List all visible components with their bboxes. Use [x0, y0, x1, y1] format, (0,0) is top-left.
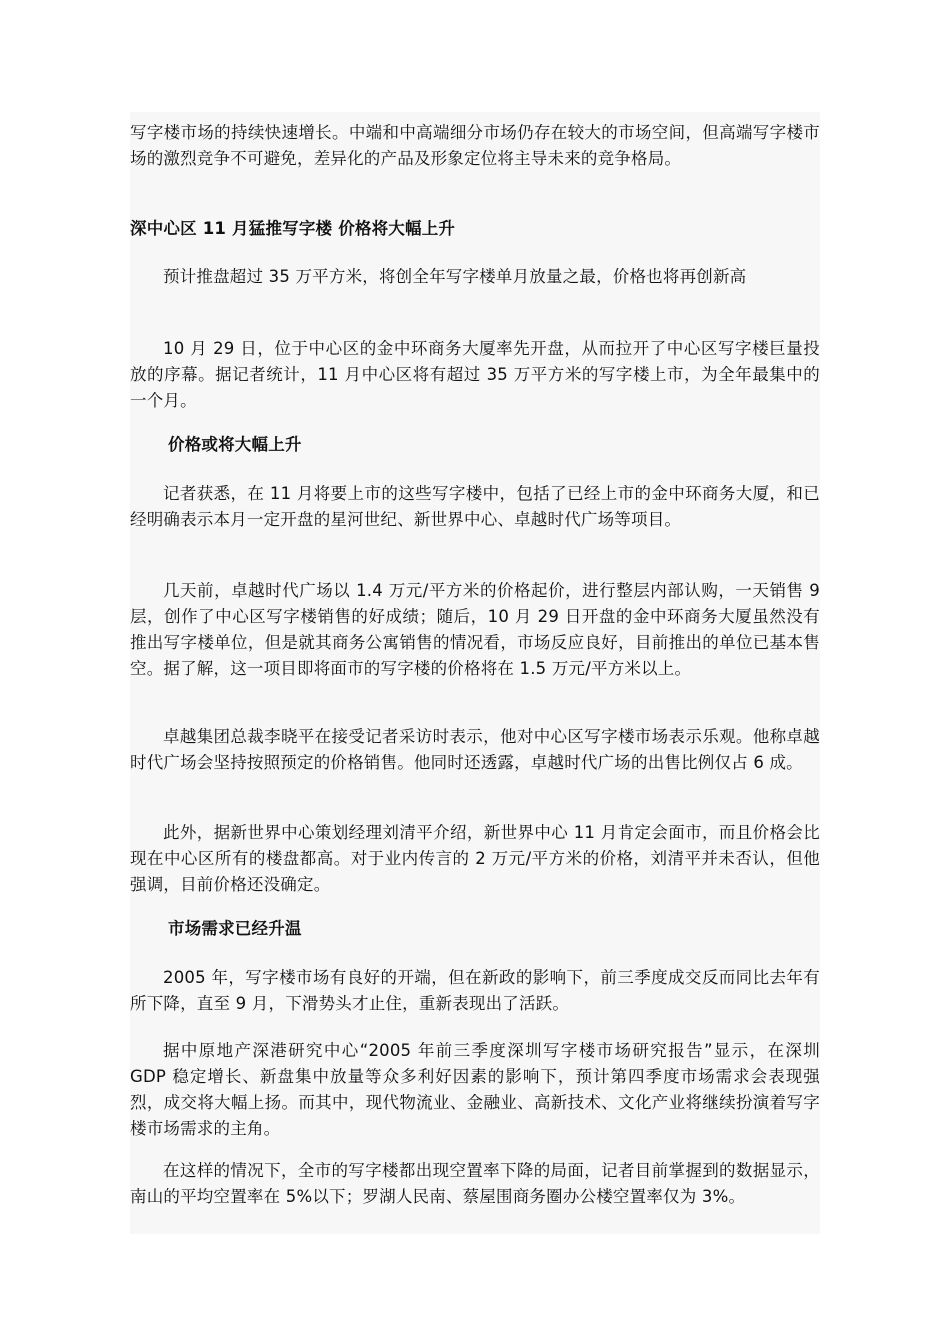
paragraph-opening: 10 月 29 日，位于中心区的金中环商务大厦率先开盘，从而拉开了中心区写字楼巨量投放的序幕。据记者统计，11 月中心区将有超过 35 万平方米的写字楼上市，为全年最集中的一个月。 [130, 339, 820, 410]
document-page [130, 112, 820, 1234]
paragraph-projects: 记者获悉，在 11 月将要上市的这些写字楼中，包括了已经上市的金中环商务大厦，和已经明确表示本月一定开盘的星河世纪、新世界中心、卓越时代广场等项目。 [130, 484, 820, 529]
paragraph-vacancy: 在这样的情况下，全市的写字楼都出现空置率下降的局面，记者目前掌握到的数据显示，南山的平均空置率在 5%以下；罗湖人民南、蔡屋围商务圈办公楼空置率仅为 3%。 [130, 1161, 820, 1206]
section-heading-price: 价格或将大幅上升 [168, 435, 302, 454]
paragraph-new-world: 此外，据新世界中心策划经理刘清平介绍，新世界中心 11 月肯定会面市，而且价格会比现在中心区所有的楼盘都高。对于业内传言的 2 万元/平方米的价格，刘清平并未否认，但他强调，目前价格还没确定。 [130, 823, 820, 894]
paragraph-research-report: 据中原地产深港研究中心“2005 年前三季度深圳写字楼市场研究报告”显示，在深圳 GDP 稳定增长、新盘集中放量等众多利好因素的影响下，预计第四季度市场需求会表现强烈，成交将大幅上扬。而其中，现代物流业、金融业、高新技术、文化产业将继续扮演着写字楼市场需求的主角。 [130, 1041, 820, 1138]
paragraph-ceo-comment: 卓越集团总裁李晓平在接受记者采访时表示，他对中心区写字楼市场表示乐观。他称卓越时代广场会坚持按照预定的价格销售。他同时还透露，卓越时代广场的出售比例仅占 6 成。 [130, 727, 820, 772]
paragraph-subtitle: 预计推盘超过 35 万平方米，将创全年写字楼单月放量之最，价格也将再创新高 [163, 267, 747, 286]
article-title: 深中心区 11 月猛推写字楼 价格将大幅上升 [130, 219, 456, 238]
section-heading-demand: 市场需求已经升温 [168, 919, 302, 938]
paragraph-2005: 2005 年，写字楼市场有良好的开端，但在新政的影响下，前三季度成交反而同比去年有所下降，直至 9 月，下滑势头才止住，重新表现出了活跃。 [130, 968, 820, 1013]
paragraph-sales: 几天前，卓越时代广场以 1.4 万元/平方米的价格起价，进行整层内部认购，一天销售 9 层，创作了中心区写字楼销售的好成绩；随后，10 月 29 日开盘的金中环商务大厦虽然没有推出写字楼单位，但是就其商务公寓销售的情况看，市场反应良好，目前推出的单位已基本售空。据了解，这一项目即将面市的写字楼的价格将在 1.5 万元/平方米以上。 [130, 581, 820, 678]
paragraph-intro: 写字楼市场的持续快速增长。中端和中高端细分市场仍存在较大的市场空间，但高端写字楼市场的激烈竞争不可避免，差异化的产品及形象定位将主导未来的竞争格局。 [130, 123, 820, 168]
